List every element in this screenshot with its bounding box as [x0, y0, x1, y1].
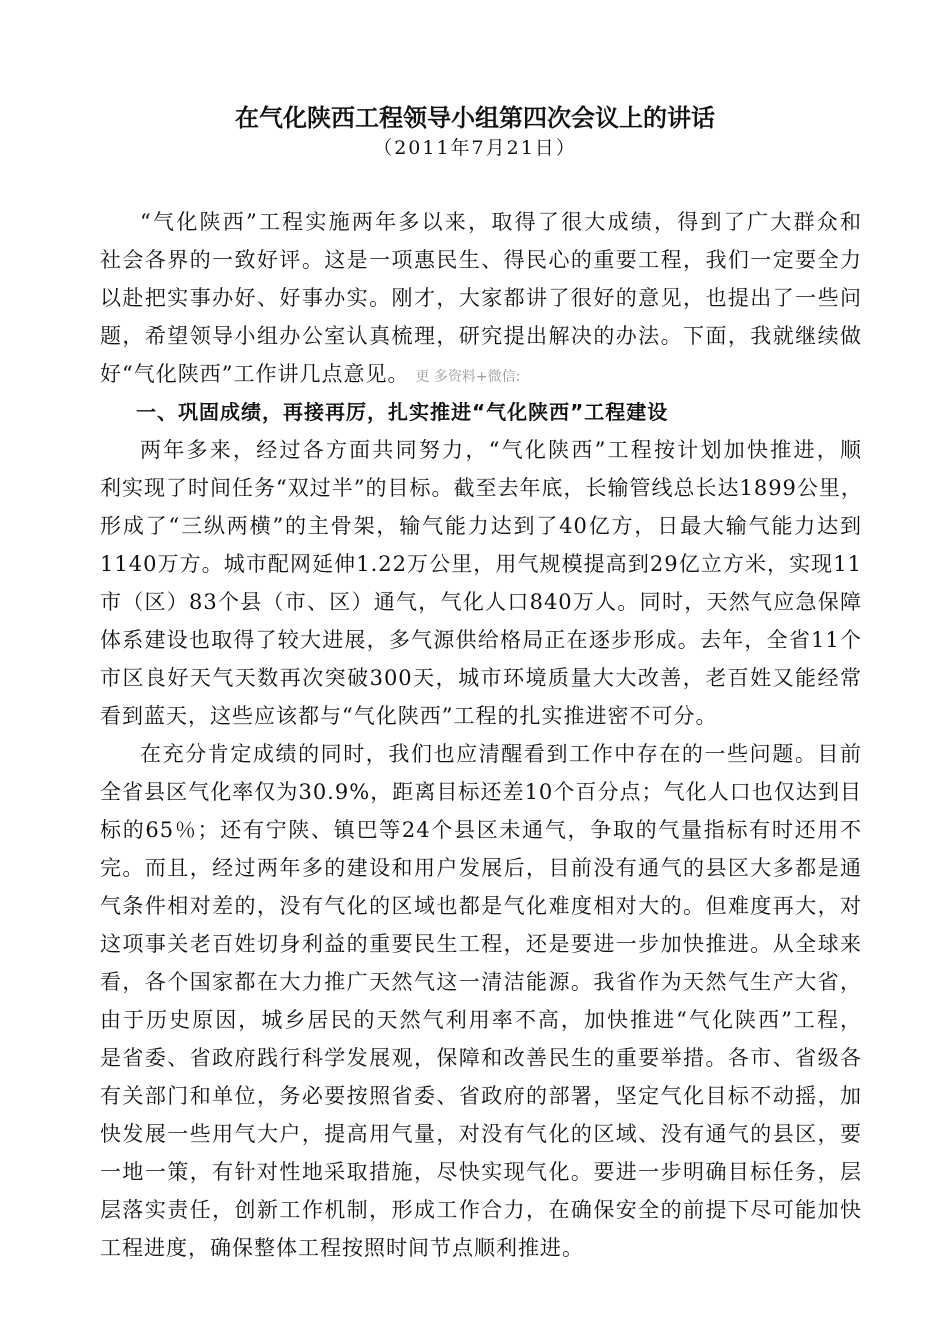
text-line: 两年多来，经过各方面共同努力，“气化陕西”工程按计划加快推进，顺 [140, 438, 862, 462]
section-heading: 一、巩固成绩，再接再厉，扎实推进“气化陕西”工程建设 [136, 400, 669, 424]
text-line: “气化陕西”工程实施两年多以来，取得了很大成绩，得到了广大群众和 [140, 210, 862, 234]
text-line: 在充分肯定成绩的同时，我们也应清醒看到工作中存在的一些问题。目前 [140, 742, 862, 766]
text-line: 形成了“三纵两横”的主骨架，输气能力达到了40亿方，日最大输气能力达到 [100, 514, 862, 538]
text-line: 有关部门和单位，务必要按照省委、省政府的部署，坚定气化目标不动摇，加 [100, 1084, 862, 1108]
text-line: 看，各个国家都在大力推广天然气这一清洁能源。我省作为天然气生产大省， [100, 970, 862, 994]
text-line: 完。而且，经过两年多的建设和用户发展后，目前没有通气的县区大多都是通 [100, 856, 862, 880]
text-line: 层落实责任，创新工作机制，形成工作合力，在确保安全的前提下尽可能加快 [100, 1198, 862, 1222]
text-line: 气条件相对差的，没有气化的区域也都是气化难度相对大的。但难度再大，对 [100, 894, 862, 918]
text-line: 快发展一些用气大户，提高用气量，对没有气化的区域、没有通气的县区，要 [100, 1122, 862, 1146]
text-line: 工程进度，确保整体工程按照时间节点顺利推进。 [100, 1236, 584, 1260]
document-date: （2011年7月21日） [373, 137, 577, 159]
text-line: 市（区）83个县（市、区）通气，气化人口840万人。同时，天然气应急保障 [100, 590, 862, 614]
text-line: 标的65％；还有宁陕、镇巴等24个县区未通气，争取的气量指标有时还用不 [100, 818, 862, 842]
text-line: 一地一策，有针对性地采取措施，尽快实现气化。要进一步明确目标任务，层 [100, 1160, 862, 1184]
text-line: 体系建设也取得了较大进展，多气源供给格局正在逐步形成。去年，全省11个 [100, 628, 862, 652]
text-line: 以赴把实事办好、好事办实。刚才，大家都讲了很好的意见，也提出了一些问 [100, 286, 862, 310]
text-line: 这项事关老百姓切身利益的重要民生工程，还是要进一步加快推进。从全球来 [100, 932, 862, 956]
text-line: 看到蓝天，这些应该都与“气化陕西”工程的扎实推进密不可分。 [100, 704, 718, 728]
text-line: 社会各界的一致好评。这是一项惠民生、得民心的重要工程，我们一定要全力 [100, 248, 862, 272]
text-line: 题，希望领导小组办公室认真梳理，研究提出解决的办法。下面，我就继续做 [100, 324, 862, 348]
document-body [100, 203, 862, 1267]
text-line: 是省委、省政府践行科学发展观，保障和改善民生的重要举措。各市、省级各 [100, 1046, 862, 1070]
text-line: 利实现了时间任务“双过半”的目标。截至去年底，长输管线总长达1899公里， [100, 476, 863, 500]
paragraph-intro [100, 203, 862, 393]
text-line [100, 355, 862, 393]
paragraph-achievements [100, 431, 862, 735]
text-line-content: 好“气化陕西”工作讲几点意见。 [100, 362, 410, 386]
text-line: 1140万方。城市配网延伸1.22万公里，用气规模提高到29亿立方米，实现11 [100, 552, 862, 576]
text-line: 全省县区气化率仅为30.9%，距离目标还差10个百分点；气化人口也仅达到目 [100, 780, 862, 804]
text-line: 市区良好天气天数再次突破300天，城市环境质量大大改善，老百姓又能经常 [100, 666, 862, 690]
document-title: 在气化陕西工程领导小组第四次会议上的讲话 [235, 103, 715, 132]
paragraph-problems [100, 735, 862, 1267]
text-line: 由于历史原因，城乡居民的天然气利用率不高，加快推进“气化陕西”工程， [100, 1008, 862, 1032]
watermark-text: 更 多资料+微信: [415, 369, 521, 385]
